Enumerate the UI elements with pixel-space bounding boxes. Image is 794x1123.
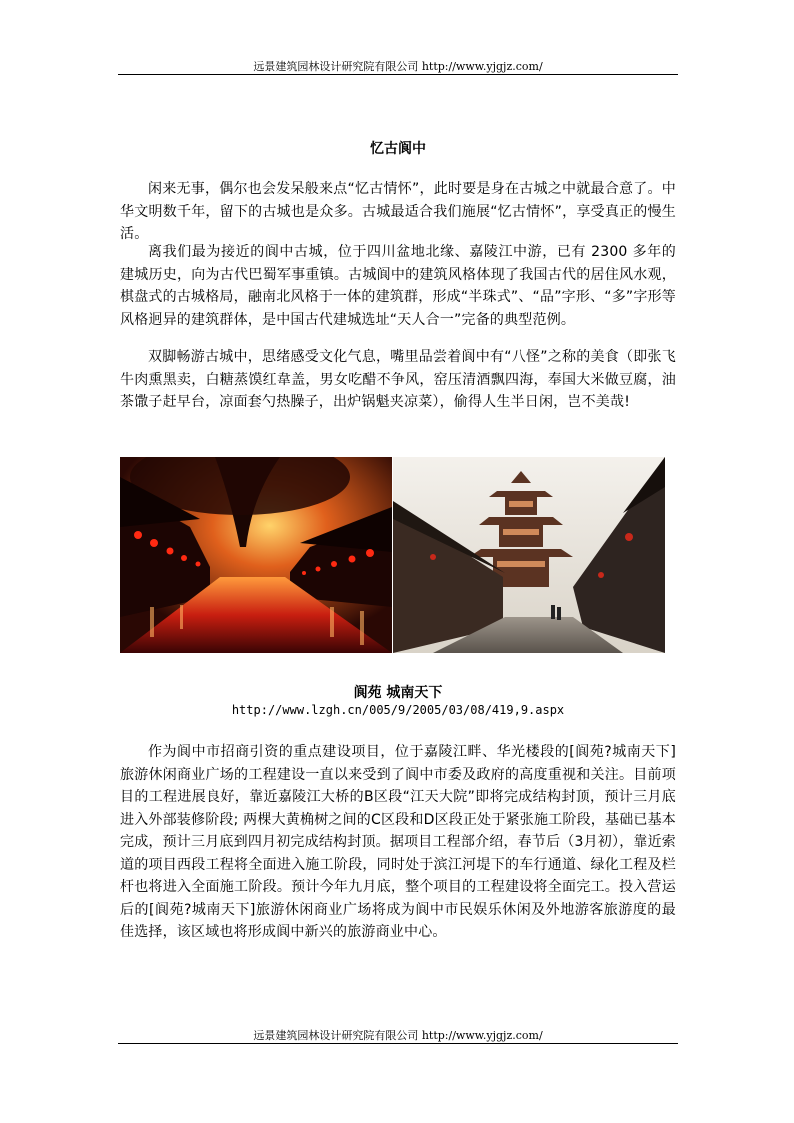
photo-caption-title: 阆苑 城南天下 — [353, 685, 443, 701]
page-footer — [118, 1027, 678, 1044]
project-paragraph: 作为阆中市招商引资的重点建设项目，位于嘉陵江畔、华光楼段的[阆苑?城南天下]旅游休闲商业广场的工程建设一直以来受到了阆中市委及政府的高度重视和关注。目前项目的工程进展良好，靠近嘉陵江大桥的B区段“江天大院”即将完成结构封顶，预计三月底进入外部装修阶段; 两棵大黄桷树之间的C区段和D区段正处于紧张施工阶段，基础已基本完成，预计三月底到四月初完成结构封顶。据项目工程部介绍，春节后（3月初），靠近索道的项目西段工程将全面进入施工阶段，同时处于滨江河堤下的车行通道、绿化工程及栏杆也将进入全面施工阶段。预计今年九月底，整个项目的工程建设将全面完工。投入营运后的[阆苑?城南天下]旅游休闲商业广场将成为阆中市民娱乐休闲及外地游客旅游度的最佳选择，该区域也将形成阆中新兴的旅游商业中心。 — [120, 744, 676, 940]
photo-caption-url[interactable]: http://www.lzgh.cn/005/9/2005/03/08/419,9.aspx — [231, 703, 565, 717]
header-company: 远景建筑园林设计研究院有限公司 — [253, 60, 419, 73]
article-title: 忆古阆中 — [370, 141, 426, 157]
photo-ancient-tower-street — [393, 457, 665, 653]
footer-company: 远景建筑园林设计研究院有限公司 — [253, 1029, 419, 1042]
article-paragraph-2: 离我们最为接近的阆中古城，位于四川盆地北缘、嘉陵江中游，已有 2300 多年的建城历史，向为古代巴蜀军事重镇。古城阆中的建筑风格体现了我国古代的居住风水观，棋盘式的古城格局，融南北风格于一体的建筑群，形成“半珠式”、“品”字形、“多”字形等风格迥异的建筑群体，是中国古代建城选址“天人合一”完备的典型范例。 — [120, 244, 676, 328]
page-header — [118, 58, 678, 75]
header-url[interactable]: http://www.yjgjz.com/ — [421, 60, 543, 73]
footer-url[interactable]: http://www.yjgjz.com/ — [421, 1029, 543, 1042]
photo-night-street — [120, 457, 392, 653]
article-paragraph-1: 闲来无事，偶尔也会发呆般来点“忆古情怀”，此时要是身在古城之中就最合意了。中华文明数千年，留下的古城也是众多。古城最适合我们施展“忆古情怀”，享受真正的慢生活。 — [120, 181, 676, 242]
article-paragraph-3: 双脚畅游古城中，思绪感受文化气息，嘴里品尝着阆中有“八怪”之称的美食（即张飞牛肉熏黑卖，白糖蒸馍红韋盖，男女吃醋不争风，窑压清酒飘四海，奉国大米做豆腐，油茶馓子赶早台，凉面套勺热臊子，出炉锅魁夹凉菜），偷得人生半日闲，岂不美哉! — [120, 349, 676, 410]
